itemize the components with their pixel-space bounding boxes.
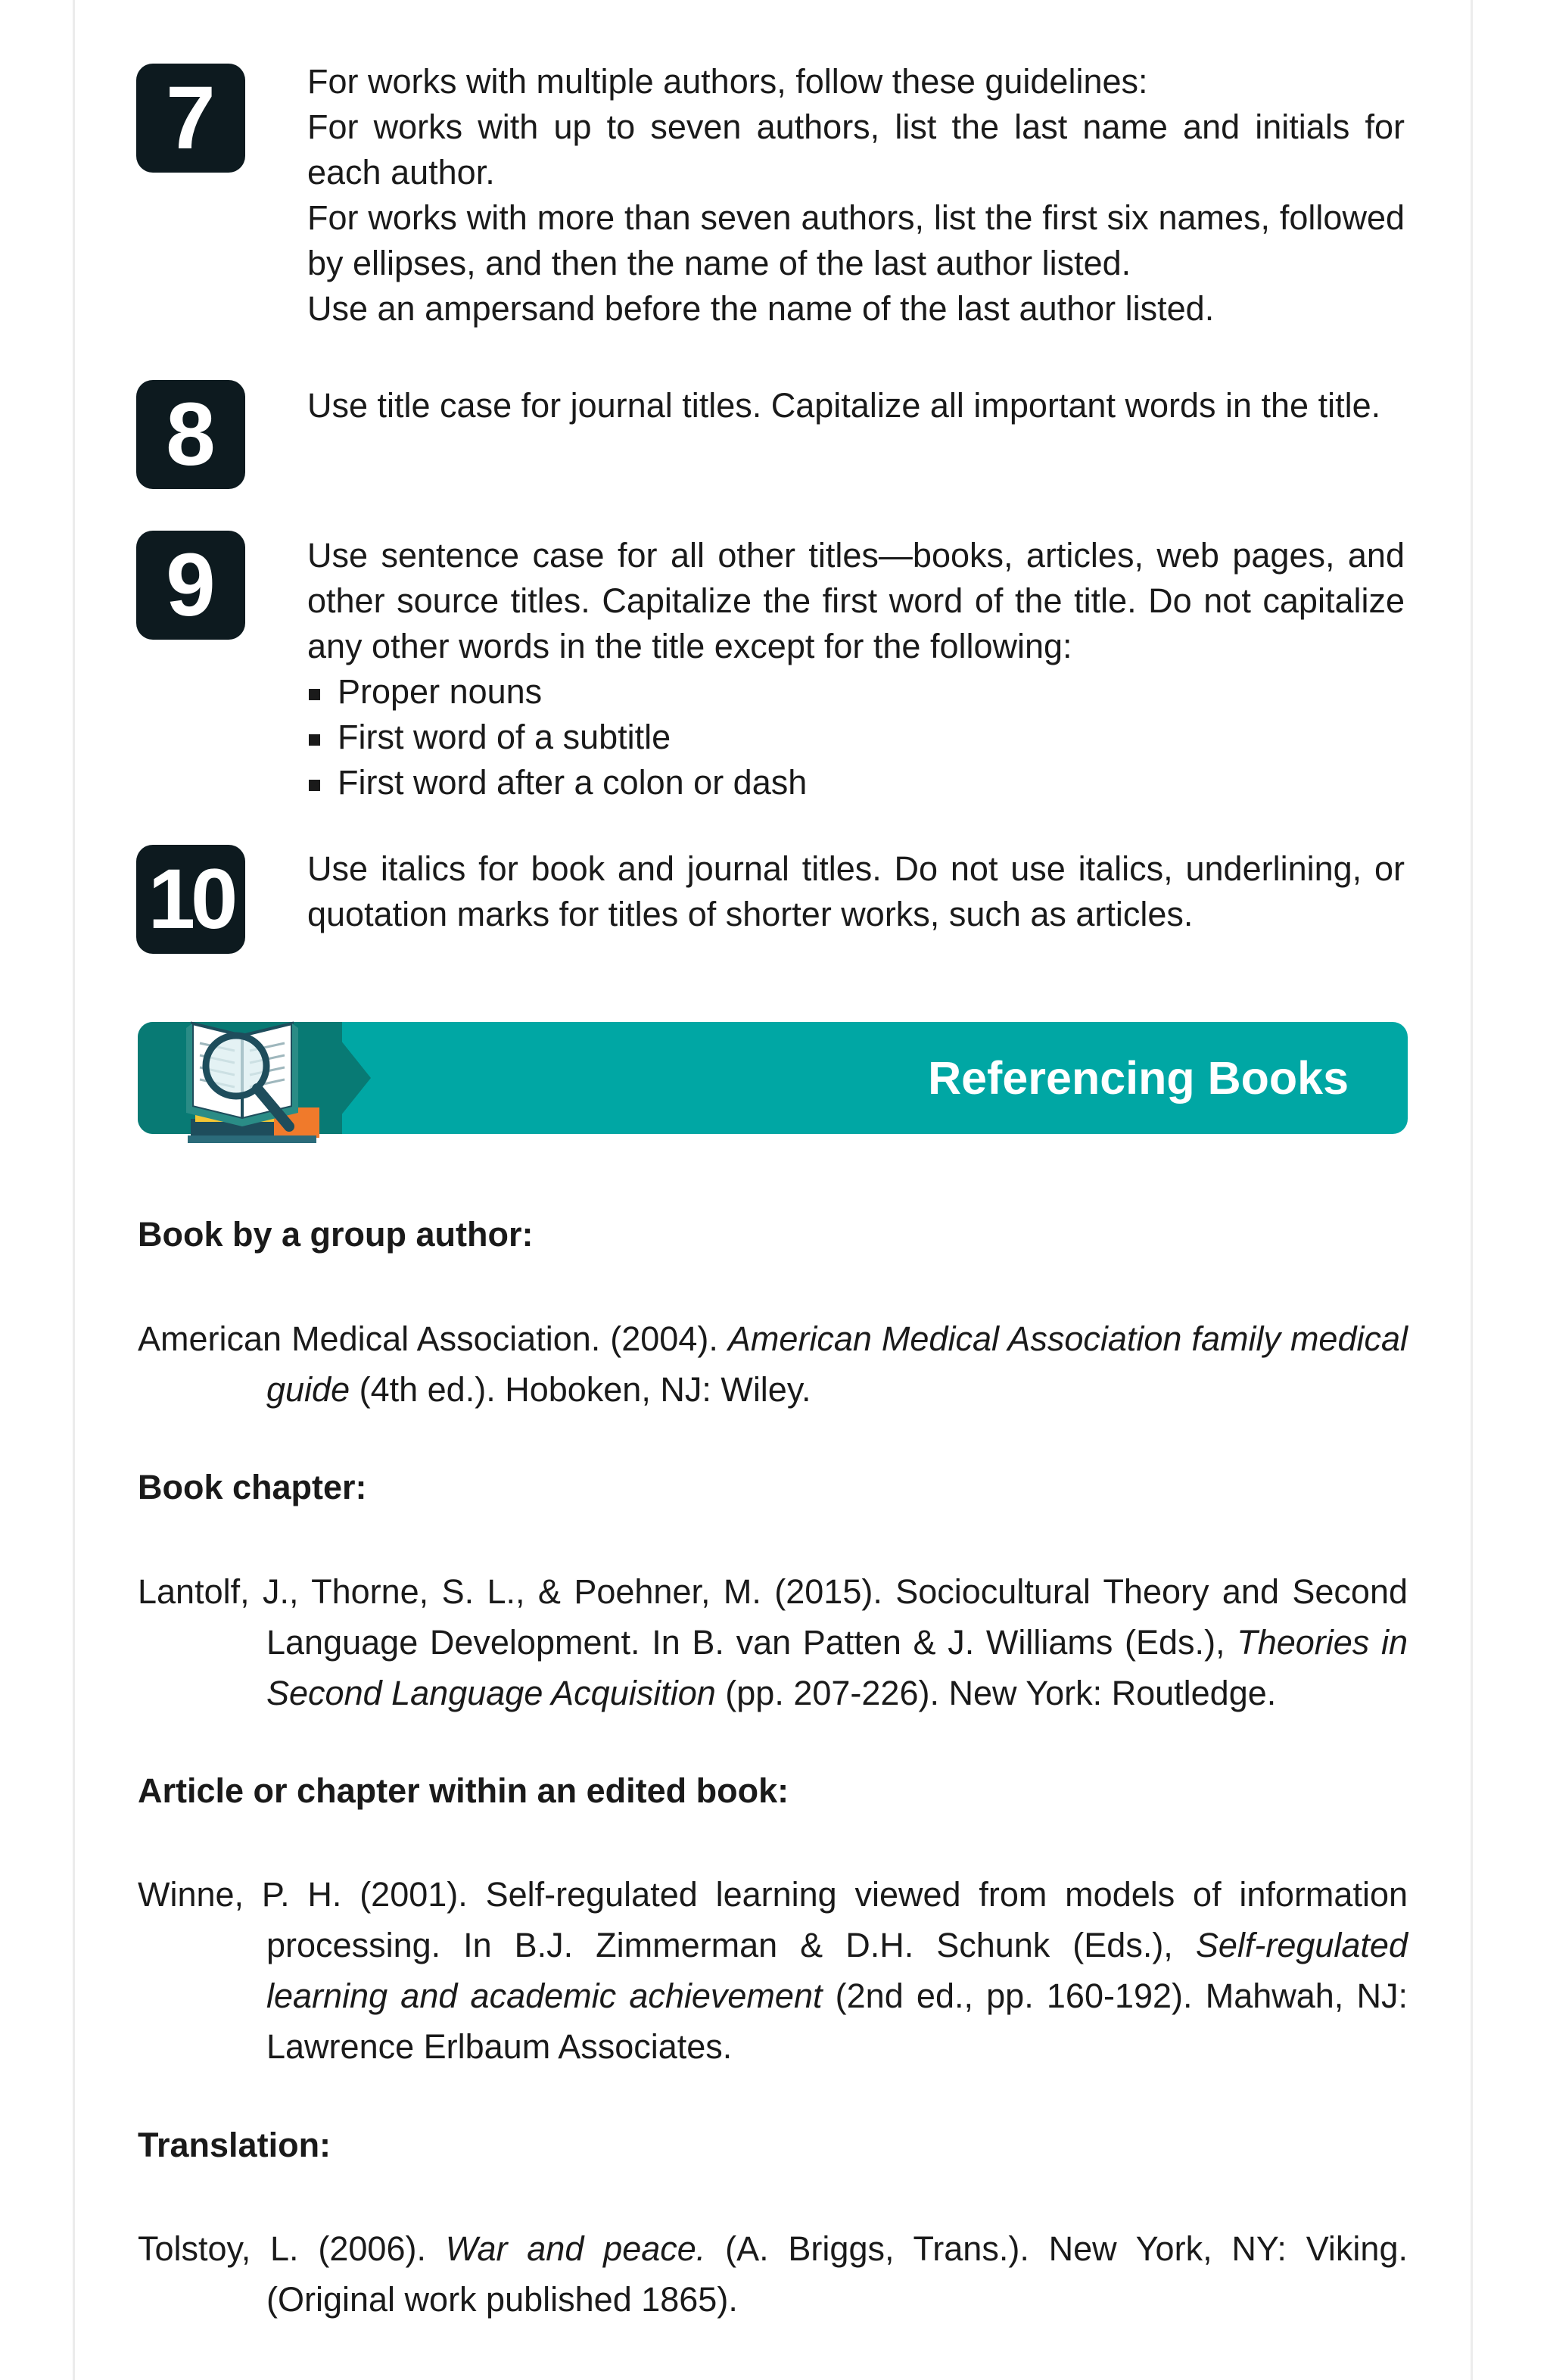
banner-title: Referencing Books <box>928 1052 1349 1104</box>
rule-number-badge: 10 <box>136 845 245 954</box>
section-heading: Translation: <box>138 2126 331 2164</box>
rule-8-text <box>307 383 1405 428</box>
rule-number-badge: 8 <box>136 380 245 489</box>
rule-10-text <box>307 846 1405 937</box>
reference-entry <box>138 1869 1408 2072</box>
rule-line: Use title case for journal titles. Capitalize all important words in the title. <box>307 386 1381 425</box>
bullet-list <box>307 669 1405 805</box>
rule-line: For works with multiple authors, follow these guidelines: <box>307 62 1148 101</box>
ref-italic-title: American Medical Association family medical guide <box>266 1319 1408 1409</box>
ref-text: (pp. 207-226). New York: Routledge. <box>715 1674 1277 1712</box>
section-heading: Book chapter: <box>138 1468 367 1506</box>
rule-9-text <box>307 533 1405 805</box>
magnifier-book-icon <box>160 1005 327 1164</box>
ref-text: (4th ed.). Hoboken, NJ: Wiley. <box>350 1370 811 1409</box>
ref-italic-title: Theories in Second Language Acquisition <box>266 1623 1408 1712</box>
rule-line: For works with more than seven authors, list the first six names, followed by ellipses, and then the name of the last author listed. <box>307 198 1405 282</box>
ref-text: American Medical Association. (2004). <box>138 1319 728 1358</box>
ref-italic-title: War and peace. <box>445 2229 706 2268</box>
reference-entry <box>138 1313 1408 1415</box>
ref-text: (2nd ed., pp. 160-192). Mahwah, NJ: Lawrence Erlbaum Associates. <box>266 1977 1408 2066</box>
rule-line: Use italics for book and journal titles. Do not use italics, underlining, or quotation marks for titles of shorter works, such as articles. <box>307 849 1405 933</box>
list-item: First word of a subtitle <box>307 715 1405 760</box>
rule-line: Use an ampersand before the name of the last author listed. <box>307 289 1215 328</box>
ref-text: (A. Briggs, Trans.). New York, NY: Viking. (Original work published 1865). <box>266 2229 1408 2319</box>
rule-line: Use sentence case for all other titles—books, articles, web pages, and other source titles. Capitalize the first word of the title. Do not capitalize any other words in the title except for the following: <box>307 536 1405 665</box>
rule-number-badge: 7 <box>136 64 245 173</box>
ref-italic-title: Self-regulated learning and academic achievement <box>266 1926 1408 2015</box>
ref-text: Tolstoy, L. (2006). <box>138 2229 446 2268</box>
reference-entry <box>138 2223 1408 2325</box>
reference-entry <box>138 1566 1408 1718</box>
list-item: First word after a colon or dash <box>307 760 1405 805</box>
list-item: Proper nouns <box>307 669 1405 715</box>
banner-arrow <box>341 1040 371 1116</box>
rule-number-badge: 9 <box>136 531 245 640</box>
section-banner <box>138 1022 1408 1134</box>
section-heading: Article or chapter within an edited book: <box>138 1771 789 1810</box>
ref-text: Lantolf, J., Thorne, S. L., & Poehner, M. (2015). Sociocultural Theory and Second Language Development. In B. van Patten & J. Williams (Eds.), <box>138 1572 1408 1662</box>
section-heading: Book by a group author: <box>138 1215 534 1254</box>
ref-text: Winne, P. H. (2001). Self-regulated learning viewed from models of information processing. In B.J. Zimmerman & D.H. Schunk (Eds.), <box>138 1875 1408 1964</box>
rule-7-text <box>307 59 1405 332</box>
rule-line: For works with up to seven authors, list the last name and initials for each author. <box>307 107 1405 192</box>
